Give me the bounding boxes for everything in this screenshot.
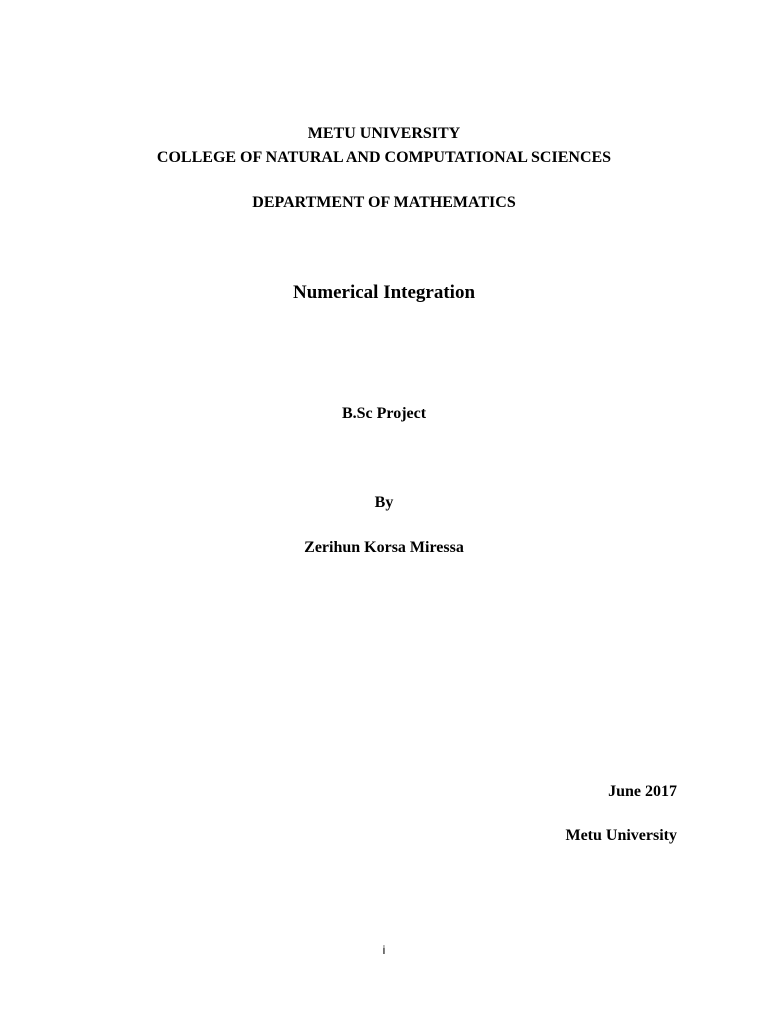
document-type: B.Sc Project: [341, 405, 427, 422]
document-title: Numerical Integration: [292, 282, 476, 303]
by-label: By: [374, 494, 394, 511]
department-name: DEPARTMENT OF MATHEMATICS: [252, 194, 516, 211]
author-name: Zerihun Korsa Miressa: [304, 539, 464, 556]
university-name: METU UNIVERSITY: [307, 125, 461, 142]
page-number: i: [382, 943, 386, 957]
submission-date: June 2017: [608, 783, 677, 800]
institution-name: Metu University: [565, 827, 677, 844]
college-name: COLLEGE OF NATURAL AND COMPUTATIONAL SCIENCES: [156, 149, 612, 166]
